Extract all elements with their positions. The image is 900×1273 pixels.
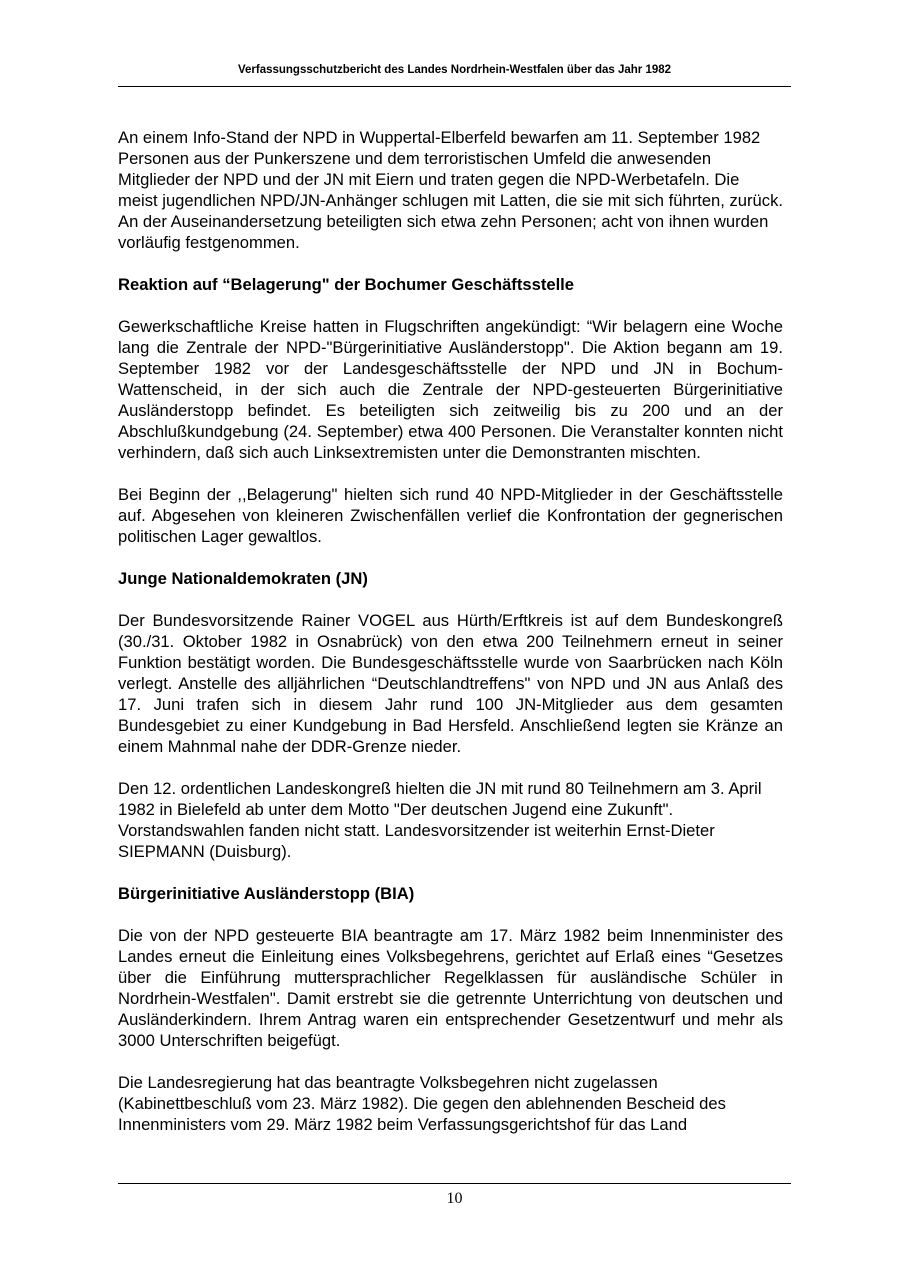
page-number: 10 xyxy=(446,1190,463,1207)
paragraph-landesregierung: Die Landesregierung hat das beantragte Volksbegehren nicht zugelassen (Kabinettbeschluß vom 23. März 1982). Die gegen den ablehnenden Bescheid des Innenministers vom 29. März 1982 beim Verfassungsgerichtshof für das Land xyxy=(118,1073,726,1134)
footer-divider xyxy=(118,1183,791,1184)
paragraph-info-stand: An einem Info-Stand der NPD in Wuppertal-Elberfeld bewarfen am 11. September 1982 Personen aus der Punkerszene und dem terroristischen Umfeld die anwesenden Mitglieder der NPD und der JN mit Eiern und traten gegen die NPD-Werbetafeln. Die meist jugendlichen NPD/JN-Anhänger schlugen mit Latten, die sie mit sich führten, zurück. An der Auseinandersetzung beteiligten sich etwa zehn Personen; acht von ihnen wurden vorläufig festgenommen. xyxy=(118,128,783,252)
paragraph-bia-antrag: Die von der NPD gesteuerte BIA beantragte am 17. März 1982 beim Innenminister des Landes erneut die Einleitung eines Volksbegehrens, gerichtet auf Erlaß eines “Gesetzes über die Einführung muttersprachlicher Regelklassen für ausländische Schüler in Nordrhein-Westfalen". Damit erstrebt sie die getrennte Unterrichtung von deutschen und Ausländerkindern. Ihrem Antrag waren ein entsprechender Gesetzentwurf und mehr als 3000 Unterschriften beigefügt. xyxy=(118,926,783,1050)
section-heading-bia: Bürgerinitiative Ausländerstopp (BIA) xyxy=(118,884,415,903)
document-body xyxy=(118,127,783,1135)
header-divider xyxy=(118,86,791,87)
section-heading-belagerung: Reaktion auf “Belagerung" der Bochumer Geschäftsstelle xyxy=(118,275,575,294)
paragraph-bundesvorsitzende: Der Bundesvorsitzende Rainer VOGEL aus Hürth/Erftkreis ist auf dem Bundeskongreß (30./31. Oktober 1982 in Osnabrück) von den etwa 200 Teilnehmern erneut in seiner Funktion bestätigt worden. Die Bundesgeschäftsstelle wurde von Saarbrücken nach Köln verlegt. Anstelle des alljährlichen “Deutschlandtreffens" von NPD und JN aus Anlaß des 17. Juni trafen sich in diesem Jahr rund 100 JN-Mitglieder aus dem gesamten Bundesgebiet zu einer Kundgebung in Bad Hersfeld. Anschließend legten sie Kränze an einem Mahnmal nahe der DDR-Grenze nieder. xyxy=(118,611,783,756)
paragraph-flugschriften: Gewerkschaftliche Kreise hatten in Flugschriften angekündigt: “Wir belagern eine Woche lang die Zentrale der NPD-"Bürgerinitiative Ausländerstopp". Die Aktion begann am 19. September 1982 vor der Landesgeschäftsstelle der NPD und JN in Bochum-Wattenscheid, in der sich auch die Zentrale der NPD-gesteuerten Bürgerinitiative Ausländerstopp befindet. Es beteiligten sich zeitweilig bis zu 200 und an der Abschlußkundgebung (24. September) etwa 400 Personen. Die Veranstalter konnten nicht verhindern, daß sich auch Linksextremisten unter die Demonstranten mischten. xyxy=(118,317,783,462)
paragraph-beginn-belagerung: Bei Beginn der ,,Belagerung" hielten sich rund 40 NPD-Mitglieder in der Geschäftsstelle auf. Abgesehen von kleineren Zwischenfällen verlief die Konfrontation der gegnerischen politischen Lager gewaltlos. xyxy=(118,485,783,546)
section-heading-jn: Junge Nationaldemokraten (JN) xyxy=(118,569,368,588)
paragraph-landeskongress: Den 12. ordentlichen Landeskongreß hielten die JN mit rund 80 Teilnehmern am 3. April 1982 in Bielefeld ab unter dem Motto "Der deutschen Jugend eine Zukunft". Vorstandswahlen fanden nicht statt. Landesvorsitzender ist weiterhin Ernst-Dieter SIEPMANN (Duisburg). xyxy=(118,779,762,861)
running-header: Verfassungsschutzbericht des Landes Nordrhein-Westfalen über das Jahr 1982 xyxy=(237,64,672,76)
